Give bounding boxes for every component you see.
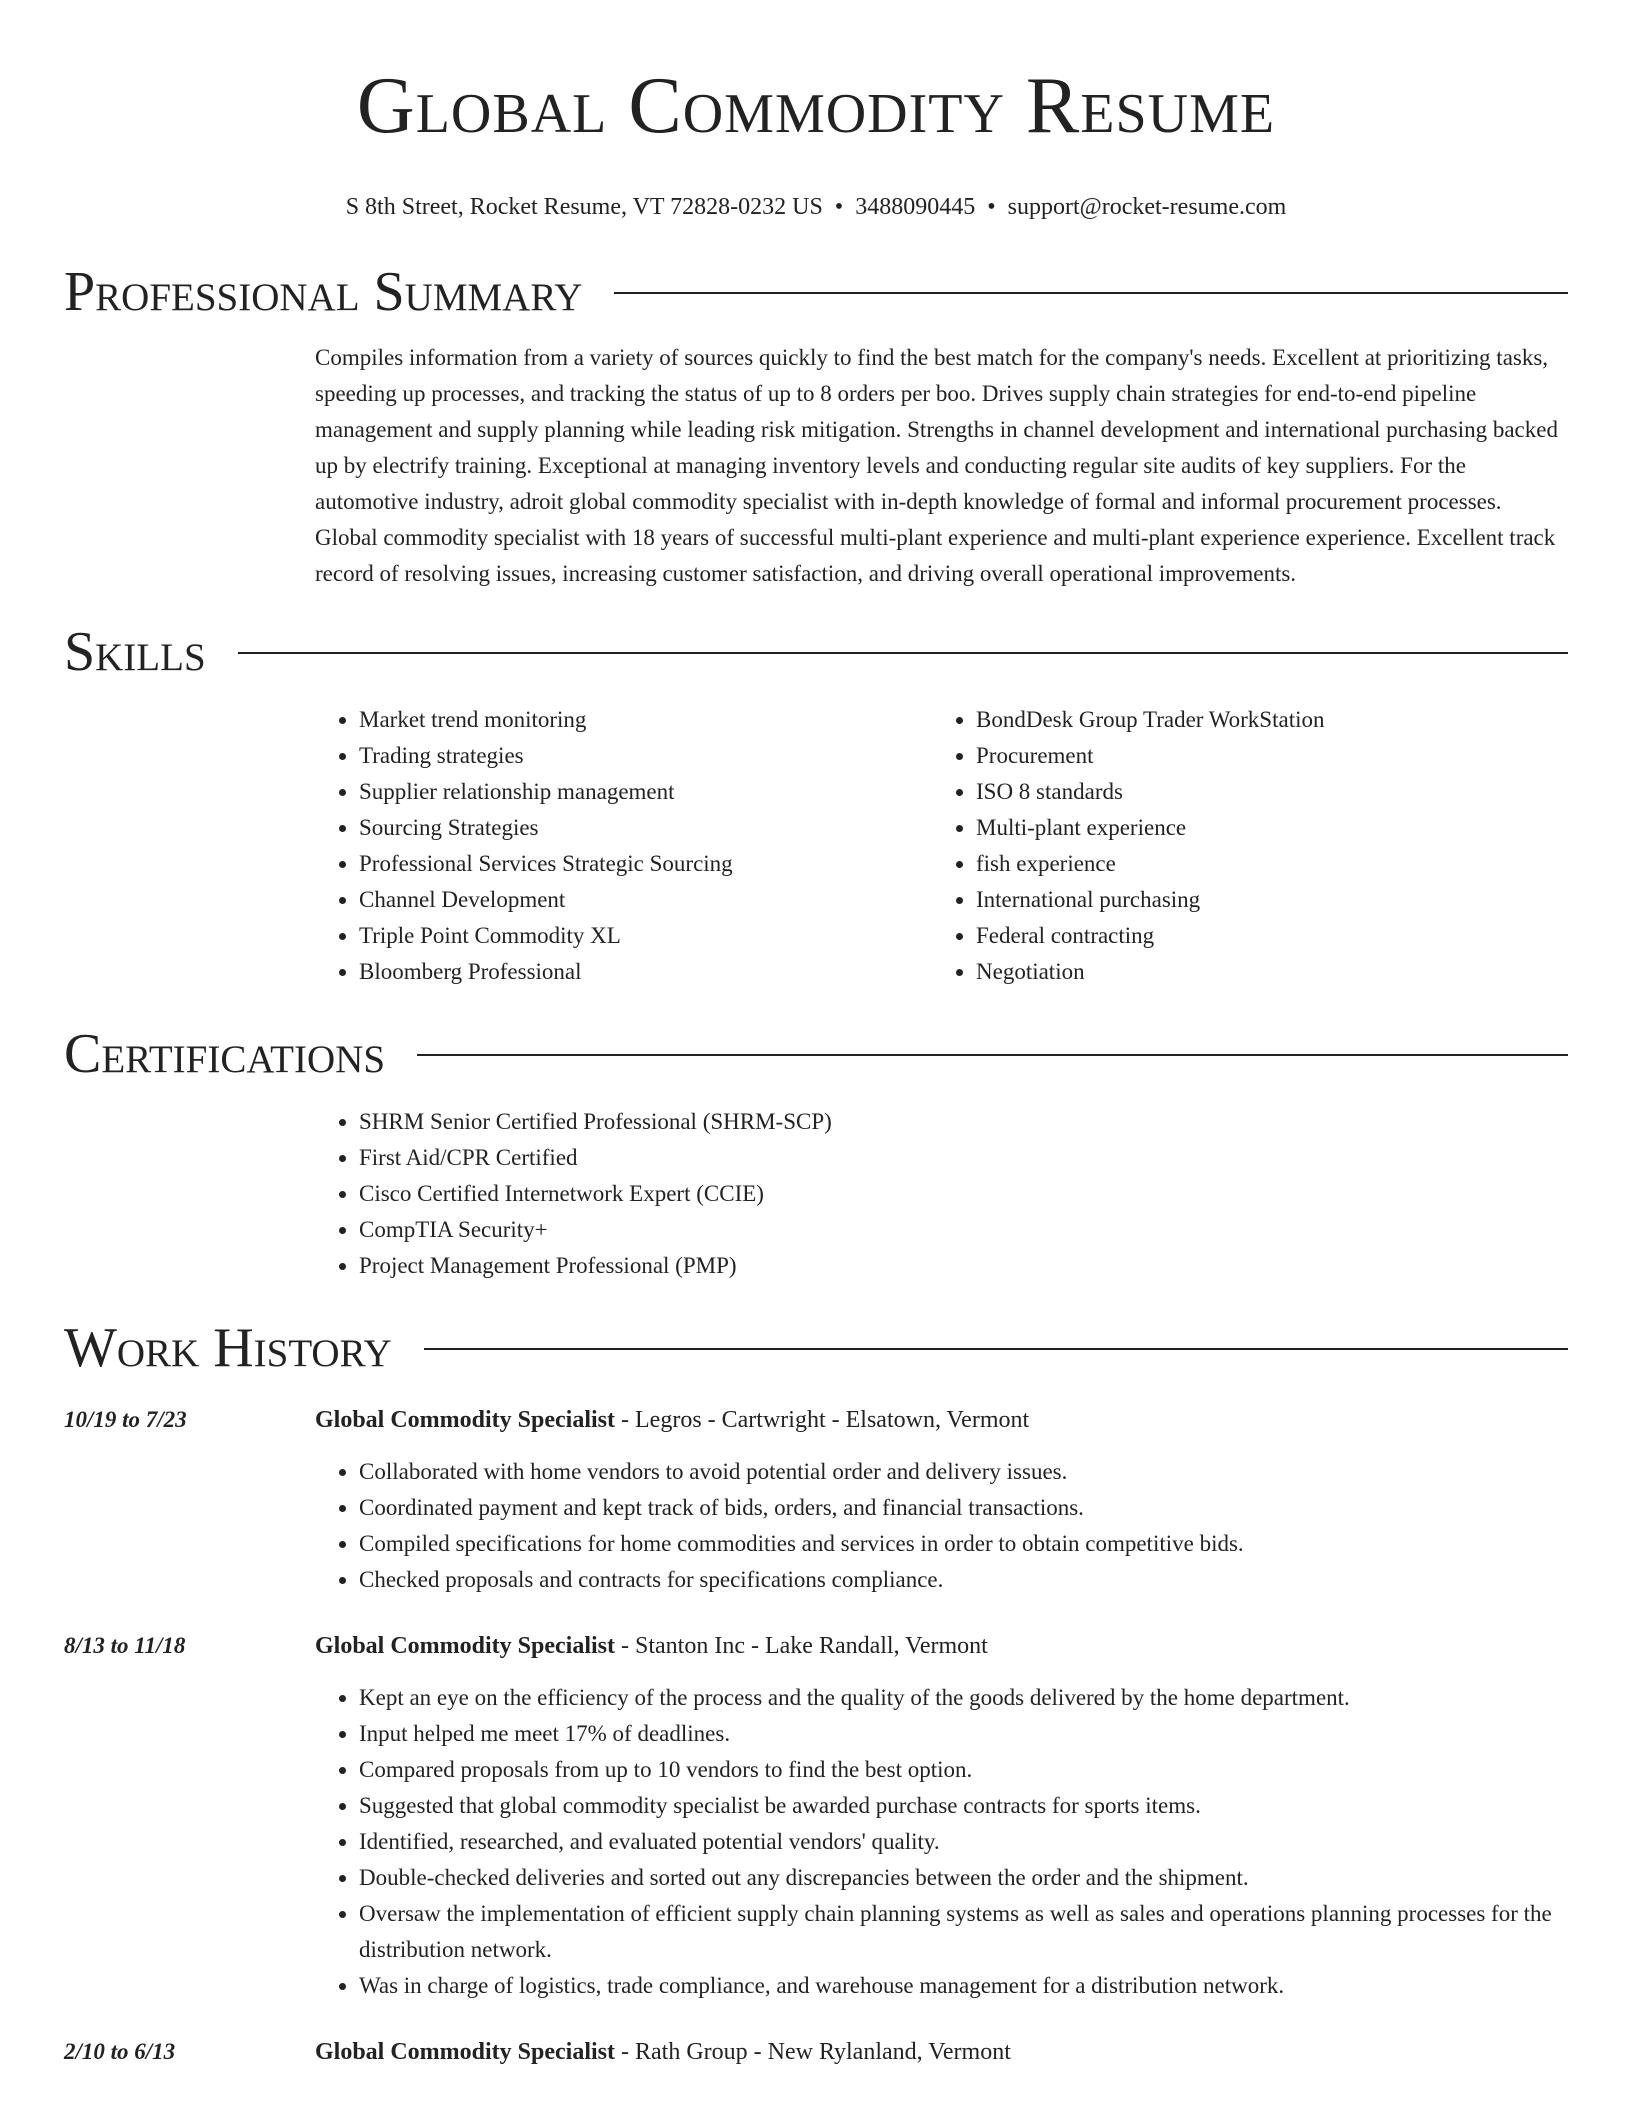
job-entry: [64, 2034, 1568, 2070]
skill-item: • Triple Point Commodity XL: [359, 918, 932, 954]
job-duty-item: • Coordinated payment and kept track of bids, orders, and financial transactions.: [359, 1490, 1568, 1526]
job-title: Global Commodity Specialist: [315, 2039, 616, 2065]
work-heading: Work History: [64, 1317, 392, 1379]
job-entry: [64, 1402, 1568, 1598]
job-heading: [315, 1628, 1568, 1664]
summary-heading: Professional Summary: [64, 261, 583, 323]
job-heading: [315, 1402, 1568, 1438]
job-title: Global Commodity Specialist: [315, 1633, 616, 1659]
work-history-list: [64, 1402, 1568, 2070]
summary-section-head: [64, 260, 1568, 324]
resume-title: Global Commodity Resume: [356, 62, 1276, 150]
resume-page: [64, 0, 1568, 2070]
skill-item: • Professional Services Strategic Sourcing: [359, 846, 932, 882]
job-duties-list: [315, 1454, 1568, 1598]
contact-email: support@rocket-resume.com: [1007, 194, 1287, 220]
job-entry: [64, 1628, 1568, 2004]
certification-item: • CompTIA Security+: [359, 1212, 1568, 1248]
skill-item: • Multi-plant experience: [976, 810, 1549, 846]
summary-section: [315, 340, 1568, 592]
contact-address: S 8th Street, Rocket Resume, VT 72828-0232 US: [345, 194, 823, 220]
job-body: [315, 1628, 1568, 2004]
certification-item: • Cisco Certified Internetwork Expert (CCIE): [359, 1176, 1568, 1212]
job-heading: [315, 2034, 1568, 2070]
contact-separator: •: [987, 194, 996, 220]
skill-item: • Bloomberg Professional: [359, 954, 932, 990]
job-duty-item: • Suggested that global commodity specialist be awarded purchase contracts for sports items.: [359, 1788, 1568, 1824]
contact-line: [64, 192, 1568, 222]
skill-item: • Supplier relationship management: [359, 774, 932, 810]
skill-item: • Negotiation: [976, 954, 1549, 990]
skill-item: • Procurement: [976, 738, 1549, 774]
job-duty-item: • Double-checked deliveries and sorted out any discrepancies between the order and the shipment.: [359, 1860, 1568, 1896]
job-duty-item: • Oversaw the implementation of efficient supply chain planning systems as well as sales and operations planning processes for the distribution network.: [359, 1896, 1568, 1968]
job-duty-item: • Compiled specifications for home commodities and services in order to obtain competitive bids.: [359, 1526, 1568, 1562]
skill-item: • Federal contracting: [976, 918, 1549, 954]
skills-list-left: [315, 702, 932, 990]
job-dates: 8/13 to 11/18: [64, 1633, 186, 1658]
job-employer-location: - Legros - Cartwright - Elsatown, Vermont: [615, 1407, 1030, 1433]
skill-item: • Sourcing Strategies: [359, 810, 932, 846]
resume-header: [64, 58, 1568, 222]
section-divider: [614, 292, 1568, 294]
work-section-head: [64, 1316, 1568, 1380]
skill-item: • Trading strategies: [359, 738, 932, 774]
skills-column-left: [315, 702, 932, 990]
skills-section: [315, 702, 1568, 990]
job-duty-item: • Identified, researched, and evaluated potential vendors' quality.: [359, 1824, 1568, 1860]
job-employer-location: - Rath Group - New Rylanland, Vermont: [615, 2039, 1011, 2065]
section-divider: [238, 652, 1568, 654]
certification-item: • SHRM Senior Certified Professional (SHRM-SCP): [359, 1104, 1568, 1140]
section-divider: [417, 1054, 1568, 1056]
job-duty-item: • Compared proposals from up to 10 vendors to find the best option.: [359, 1752, 1568, 1788]
skill-item: • Market trend monitoring: [359, 702, 932, 738]
certification-item: • First Aid/CPR Certified: [359, 1140, 1568, 1176]
job-body: [315, 1402, 1568, 1598]
job-employer-location: - Stanton Inc - Lake Randall, Vermont: [615, 1633, 988, 1659]
skills-column-right: [932, 702, 1549, 990]
skill-item: • BondDesk Group Trader WorkStation: [976, 702, 1549, 738]
skills-heading: Skills: [64, 621, 206, 683]
certifications-heading: Certifications: [64, 1023, 386, 1085]
job-duty-item: • Checked proposals and contracts for specifications compliance.: [359, 1562, 1568, 1598]
job-dates: 10/19 to 7/23: [64, 1407, 187, 1432]
summary-text: Compiles information from a variety of sources quickly to find the best match for the company's needs. Excellent at prioritizing tasks, speeding up processes, and tracking the status of up to 8 orders per boo. Drives supply chain strategies for end-to-end pipeline management and supply planning while leading risk mitigation. Strengths in channel development and international purchasing backed up by electrify training. Exceptional at managing inventory levels and conducting regular site audits of key suppliers. For the automotive industry, adroit global commodity specialist with in-depth knowledge of formal and informal procurement processes. Global commodity specialist with 18 years of successful multi-plant experience and multi-plant experience experience. Excellent track record of resolving issues, increasing customer satisfaction, and driving overall operational improvements.: [315, 345, 1558, 586]
job-duty-item: • Input helped me meet 17% of deadlines.: [359, 1716, 1568, 1752]
job-duties-list: [315, 1680, 1568, 2004]
skill-item: • fish experience: [976, 846, 1549, 882]
job-duty-item: • Was in charge of logistics, trade compliance, and warehouse management for a distribution network.: [359, 1968, 1568, 2004]
job-duty-item: • Collaborated with home vendors to avoid potential order and delivery issues.: [359, 1454, 1568, 1490]
skills-grid: [315, 702, 1568, 990]
job-dates: 2/10 to 6/13: [64, 2039, 176, 2064]
contact-separator: •: [834, 194, 844, 220]
skills-section-head: [64, 620, 1568, 684]
certifications-list: [315, 1104, 1568, 1284]
certifications-section-head: [64, 1022, 1568, 1086]
contact-phone: 3488090445: [855, 194, 976, 220]
job-duty-item: • Kept an eye on the efficiency of the process and the quality of the goods delivered by the home department.: [359, 1680, 1568, 1716]
skill-item: • ISO 8 standards: [976, 774, 1549, 810]
job-body: [315, 2034, 1568, 2070]
certifications-section: [315, 1104, 1568, 1284]
skills-list-right: [932, 702, 1549, 990]
skill-item: • International purchasing: [976, 882, 1549, 918]
skill-item: • Channel Development: [359, 882, 932, 918]
section-divider: [424, 1348, 1568, 1350]
certification-item: • Project Management Professional (PMP): [359, 1248, 1568, 1284]
job-title: Global Commodity Specialist: [315, 1407, 616, 1433]
